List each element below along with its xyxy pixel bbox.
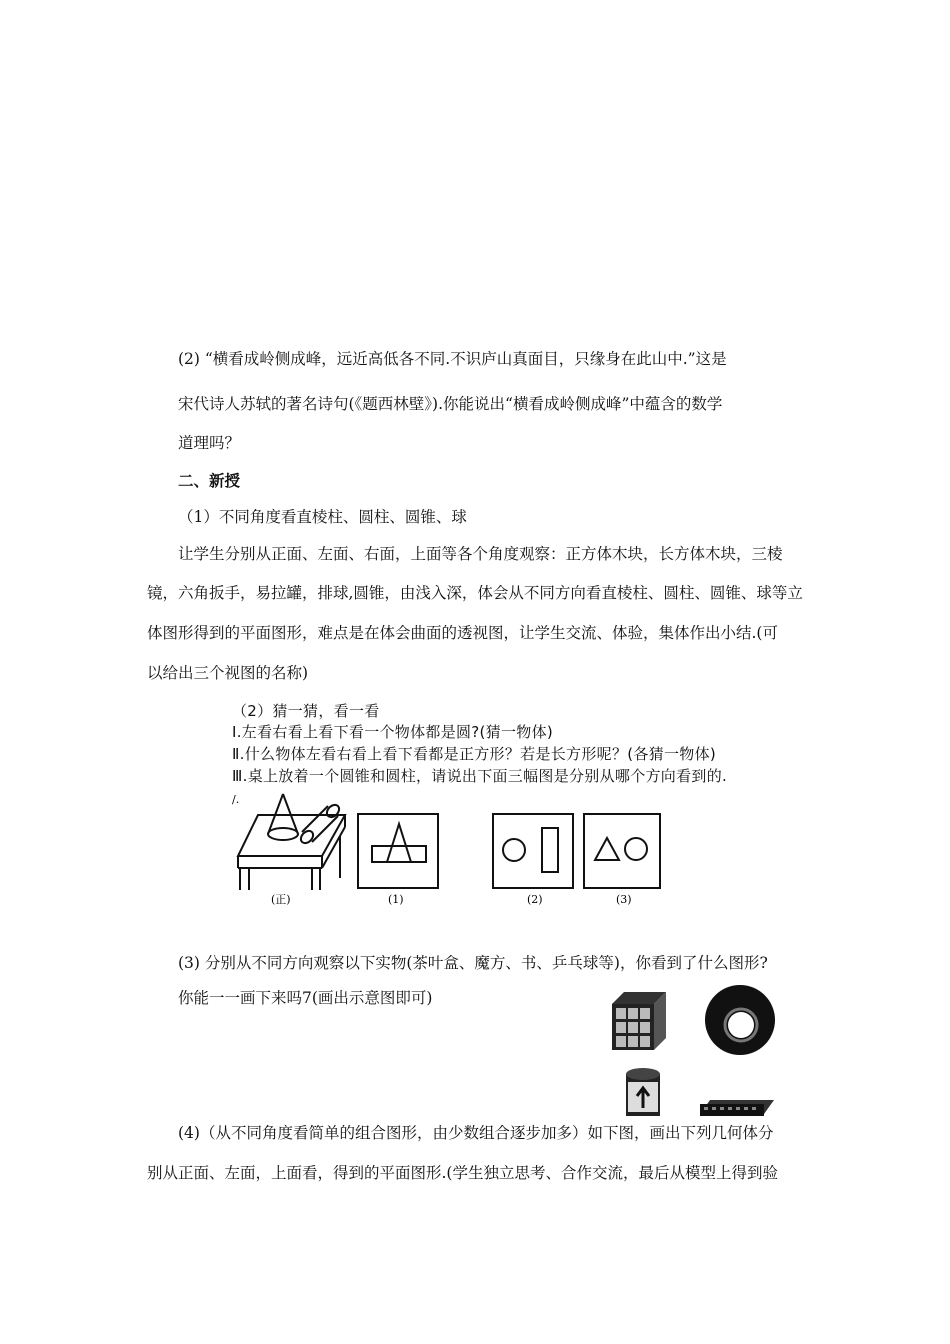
view-1	[358, 814, 438, 888]
item-1-line-1: 让学生分别从正面、左面、右面，上面等各个角度观察：正方体木块，长方体木块，三棱	[178, 545, 783, 563]
figure-1-title: （2）猜一猜，看一看	[232, 702, 380, 720]
ball-image	[705, 985, 775, 1055]
book-image	[700, 1100, 774, 1116]
item-4-line-2: 别从正面、左面，上面看，得到的平面图形.(学生独立思考、合作交流，最后从模型上得到验	[147, 1164, 778, 1182]
table-with-cone-and-cylinder	[238, 794, 345, 890]
caption-3: (3)	[616, 893, 632, 906]
item-3-line-1: (3) 分别从不同方向观察以下实物(茶叶盒、魔方、书、乒乓球等)，你看到了什么图形?	[178, 954, 768, 972]
item-1-line-2: 镜，六角扳手，易拉罐，排球,圆锥，由浅入深，体会从不同方向看直棱柱、圆柱、圆锥、球等立	[147, 584, 803, 602]
item-1-line-3: 体图形得到的平面图形，难点是在体会曲面的透视图，让学生交流、体验，集体作出小结.(可	[147, 624, 778, 642]
item-3-line-2: 你能一一画下来吗7(画出示意图即可)	[178, 989, 433, 1007]
figure-1-drawings	[0, 790, 950, 930]
figure-1-question-1: Ⅰ.左看右看上看下看一个物体都是圆?(猜一物体)	[232, 723, 554, 741]
item-1-title: （1）不同角度看直棱柱、圆柱、圆锥、球	[178, 508, 467, 526]
caption-front: (正)	[271, 893, 291, 906]
paragraph-2-line-1: (2) “横看成岭侧成峰，远近高低各不同.不识庐山真面目，只缘身在此山中.”这是	[178, 350, 727, 368]
caption-1: (1)	[388, 893, 404, 906]
paragraph-2-line-2: 宋代诗人苏轼的著名诗句(《题西林壁》).你能说出“横看成岭侧成峰”中蕴含的数学	[178, 395, 723, 413]
caption-2: (2)	[527, 893, 543, 906]
section-title: 二、新授	[178, 471, 241, 490]
rubiks-cube-image	[612, 992, 666, 1050]
item-1-line-4: 以给出三个视图的名称)	[147, 664, 309, 682]
figure-1-question-3: Ⅲ.桌上放着一个圆锥和圆柱，请说出下面三幅图是分别从哪个方向看到的.	[232, 767, 728, 785]
item-4-line-1: (4)（从不同角度看简单的组合图形，由少数组合逐步加多）如下图，画出下列几何体分	[178, 1124, 774, 1142]
view-3	[584, 814, 660, 888]
paragraph-2-line-3: 道理吗？	[178, 434, 241, 452]
tea-canister-image	[626, 1068, 660, 1116]
figure-1-corner-mark: /.	[232, 793, 240, 806]
real-objects-figure	[0, 978, 950, 1118]
view-2	[493, 814, 573, 888]
figure-1-question-2: Ⅱ.什么物体左看右看上看下看都是正方形？若是长方形呢？(各猜一物体)	[232, 745, 717, 763]
